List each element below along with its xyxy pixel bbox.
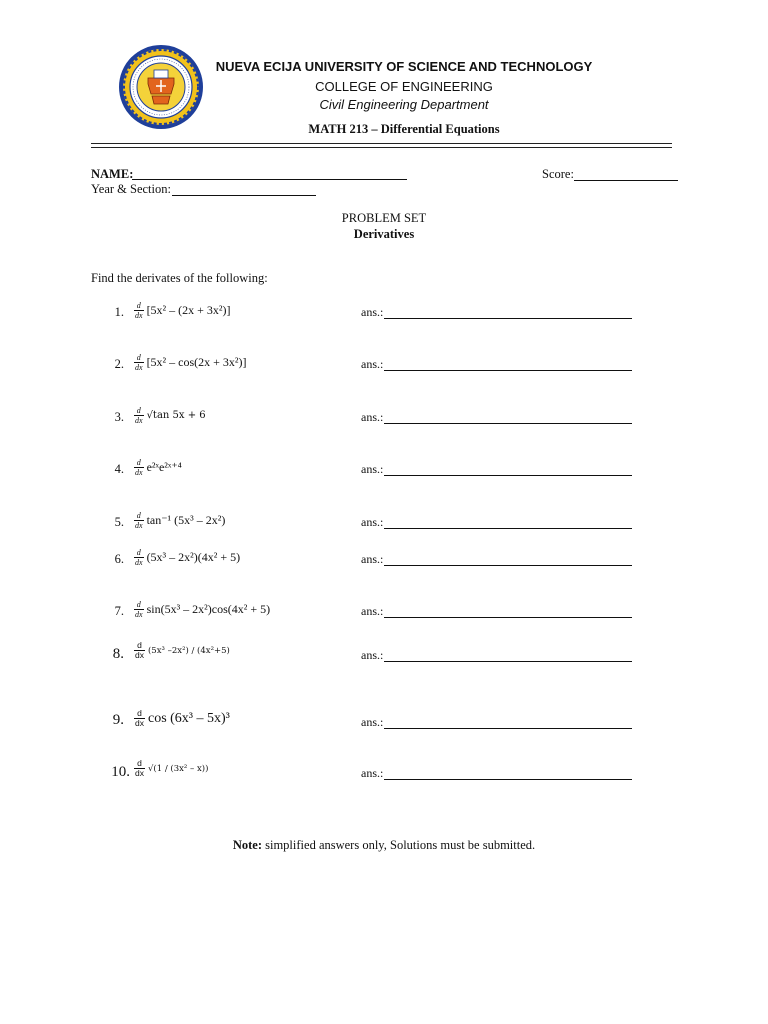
d-dx-operator: $\frac{d}{dx}$ [135, 708, 144, 728]
problem-expression [134, 353, 247, 372]
problem-set-subtitle: Derivatives [353, 227, 415, 241]
footer-note [0, 838, 768, 853]
answer-field[interactable] [384, 423, 632, 424]
answer-field[interactable] [384, 728, 632, 729]
year-section-field[interactable] [172, 195, 316, 196]
course-title: MATH 213 – Differential Equations [308, 122, 500, 136]
answer-field[interactable] [384, 617, 632, 618]
problem-9-text: cos (6x³ – 5x)³ [147, 710, 230, 726]
name-field[interactable] [132, 179, 407, 180]
note-label: Note: [232, 838, 262, 852]
answer-label: ans.: [361, 357, 384, 371]
problem-set-title: PROBLEM SET [341, 211, 427, 225]
answer-field[interactable] [384, 318, 632, 319]
problem-expression [134, 458, 182, 477]
problem-number: 10. [111, 764, 130, 780]
problem-7-text: sin(5x³ – 2x²)cos(4x² + 5) [146, 602, 271, 616]
header-rule-bottom [91, 147, 672, 148]
answer-label: ans.: [361, 305, 384, 319]
department-name: Civil Engineering Department [319, 97, 489, 112]
answer-field[interactable] [384, 661, 632, 662]
problem-expression [134, 511, 225, 530]
problem-expression [134, 301, 231, 320]
name-label: NAME: [91, 167, 134, 181]
college-name: COLLEGE OF ENGINEERING [315, 79, 493, 94]
answer-label: ans.: [361, 515, 384, 529]
note-text: simplified answers only, Solutions must be submitted. [262, 838, 536, 852]
problem-expression [134, 709, 230, 728]
answer-label: ans.: [361, 410, 384, 424]
header-rule-top [91, 143, 672, 144]
problem-number: 2. [114, 357, 124, 371]
problem-8-text: (5x³ –2x²) / (4x²+5) [147, 645, 230, 656]
problem-number: 5. [114, 515, 124, 529]
problem-10-text: √(1 / (3x² – x)) [147, 763, 209, 774]
problem-5-text: tan⁻¹ (5x³ – 2x²) [146, 513, 226, 527]
problem-expression [134, 548, 240, 567]
d-dx-operator: $\frac{d}{dx}$ [135, 758, 144, 778]
d-dx-operator: $\frac{d}{dx}$ [135, 458, 143, 477]
instruction-text: Find the derivates of the following: [91, 271, 268, 285]
answer-field[interactable] [384, 565, 632, 566]
d-dx-operator: $\frac{d}{dx}$ [135, 511, 143, 530]
problem-4-text: e²ˣe²ˣ⁺⁴ [146, 460, 182, 474]
problem-expression [134, 406, 206, 425]
d-dx-operator: $\frac{d}{dx}$ [135, 600, 143, 619]
answer-field[interactable] [384, 370, 632, 371]
problem-number: 8. [112, 646, 124, 662]
d-dx-operator: $\frac{d}{dx}$ [135, 548, 143, 567]
d-dx-operator: $\frac{d}{dx}$ [135, 353, 143, 372]
university-name: NUEVA ECIJA UNIVERSITY OF SCIENCE AND TECHNOLOGY [215, 59, 593, 74]
year-section-label: Year & Section: [91, 182, 171, 196]
score-field[interactable] [574, 180, 678, 181]
d-dx-operator: $\frac{d}{dx}$ [135, 301, 143, 320]
score-label: Score: [542, 167, 574, 181]
answer-field[interactable] [384, 779, 632, 780]
answer-label: ans.: [361, 462, 384, 476]
problem-1-text: [5x² – (2x + 3x²)] [146, 303, 231, 317]
problem-expression [134, 600, 270, 619]
answer-label: ans.: [361, 715, 384, 729]
problem-expression [134, 759, 208, 778]
answer-field[interactable] [384, 475, 632, 476]
problem-number: 6. [114, 552, 124, 566]
problem-expression [134, 641, 230, 660]
problem-number: 4. [114, 462, 124, 476]
problem-2-text: [5x² – cos(2x + 3x²)] [146, 355, 247, 369]
answer-label: ans.: [361, 552, 384, 566]
problem-number: 7. [114, 604, 124, 618]
answer-label: ans.: [361, 604, 384, 618]
problem-number: 9. [112, 712, 124, 728]
d-dx-operator: $\frac{d}{dx}$ [135, 406, 143, 425]
problem-6-text: (5x³ – 2x²)(4x² + 5) [146, 550, 241, 564]
answer-label: ans.: [361, 648, 384, 662]
problem-number: 1. [114, 305, 124, 319]
answer-field[interactable] [384, 528, 632, 529]
answer-label: ans.: [361, 766, 384, 780]
problem-number: 3. [114, 410, 124, 424]
d-dx-operator: $\frac{d}{dx}$ [135, 640, 144, 660]
problem-3-text: √tan 5x + 6 [146, 410, 206, 421]
